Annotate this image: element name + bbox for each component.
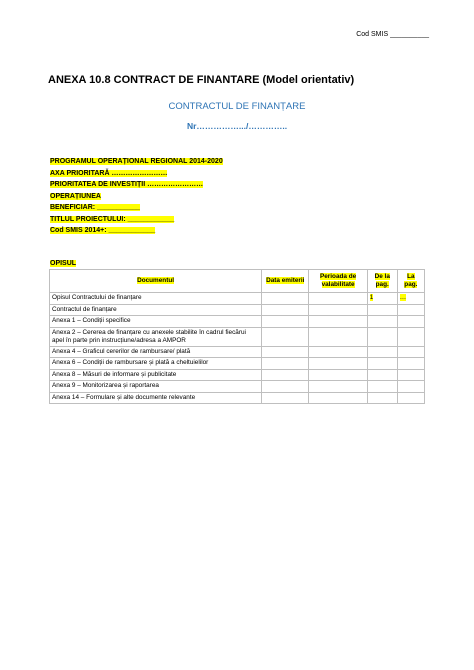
table-row — [50, 369, 425, 381]
row-from-page — [367, 369, 397, 381]
header-validity: Perioada de valabilitate — [309, 270, 367, 293]
row-to-page — [397, 304, 424, 316]
row-date — [262, 392, 309, 404]
row-document: Anexa 8 – Măsuri de informare și publicitate — [50, 369, 262, 381]
row-document: Anexa 4 – Graficul cererilor de rambursare/ plată — [50, 346, 262, 358]
table-row — [50, 316, 425, 328]
program-info-block — [50, 156, 223, 237]
table-row — [50, 392, 425, 404]
row-to-page — [397, 316, 424, 328]
header-date: Data emiterii — [262, 270, 309, 293]
operation-line: OPERAȚIUNEA — [50, 192, 101, 200]
row-to-page: … — [397, 293, 424, 305]
row-validity — [309, 316, 367, 328]
header-from-page: De la pag. — [367, 270, 397, 293]
row-date — [262, 304, 309, 316]
row-to-page — [397, 327, 424, 346]
row-from-page: 1 — [367, 293, 397, 305]
project-title-line: TITLUL PROIECTULUI: ____________ — [50, 215, 175, 223]
contract-subtitle: CONTRACTUL DE FINANȚARE — [168, 101, 306, 112]
cod-smis-header: Cod SMIS __________ — [356, 31, 429, 38]
table-row — [50, 304, 425, 316]
row-validity — [309, 293, 367, 305]
row-from-page — [367, 358, 397, 370]
row-date — [262, 316, 309, 328]
row-validity — [309, 327, 367, 346]
row-to-page — [397, 381, 424, 393]
row-date — [262, 293, 309, 305]
row-from-page — [367, 346, 397, 358]
row-date — [262, 369, 309, 381]
row-document: Anexa 6 – Condiții de rambursare și plată a cheltuielilor — [50, 358, 262, 370]
row-document: Anexa 2 – Cererea de finanțare cu anexele stabilite în cadrul fiecărui apel în parte prin instrucțiune/adresa a AMPOR — [50, 327, 262, 346]
row-document: Contractul de finanțare — [50, 304, 262, 316]
page-title: ANEXA 10.8 CONTRACT DE FINANTARE (Model orientativ) — [48, 74, 355, 86]
program-line: PROGRAMUL OPERAȚIONAL REGIONAL 2014-2020 — [50, 158, 223, 165]
row-to-page — [397, 346, 424, 358]
table-row — [50, 327, 425, 346]
row-validity — [309, 346, 367, 358]
row-document: Anexa 9 – Monitorizarea și raportarea — [50, 381, 262, 393]
row-from-page — [367, 316, 397, 328]
row-validity — [309, 392, 367, 404]
investment-priority-line: PRIORITATEA DE INVESTIȚII …………………… — [50, 181, 204, 188]
row-from-page — [367, 381, 397, 393]
axis-line: AXA PRIORITARĂ …………………… — [50, 169, 168, 177]
cod-smis-line: Cod SMIS 2014+: ____________ — [50, 227, 156, 234]
header-document: Documentul — [50, 270, 262, 293]
row-validity — [309, 381, 367, 393]
header-to-page: La pag. — [397, 270, 424, 293]
row-from-page — [367, 304, 397, 316]
table-row — [50, 358, 425, 370]
row-date — [262, 346, 309, 358]
row-to-page — [397, 369, 424, 381]
contract-number: Nr…………….../………….. — [186, 121, 288, 131]
table-header-row — [50, 270, 425, 293]
row-to-page — [397, 358, 424, 370]
row-from-page — [367, 327, 397, 346]
row-validity — [309, 304, 367, 316]
beneficiary-line: BENEFICIAR: ___________ — [50, 204, 140, 211]
row-date — [262, 358, 309, 370]
table-row — [50, 346, 425, 358]
row-date — [262, 327, 309, 346]
row-to-page — [397, 392, 424, 404]
row-document: Opisul Contractului de finanțare — [50, 293, 262, 305]
row-from-page — [367, 392, 397, 404]
table-row — [50, 381, 425, 393]
row-validity — [309, 369, 367, 381]
row-document: Anexa 1 – Condiții specifice — [50, 316, 262, 328]
opisul-heading: OPISUL — [50, 260, 77, 267]
row-document: Anexa 14 – Formulare și alte documente relevante — [50, 392, 262, 404]
table-row — [50, 293, 425, 305]
opis-table — [49, 269, 425, 404]
row-validity — [309, 358, 367, 370]
row-date — [262, 381, 309, 393]
